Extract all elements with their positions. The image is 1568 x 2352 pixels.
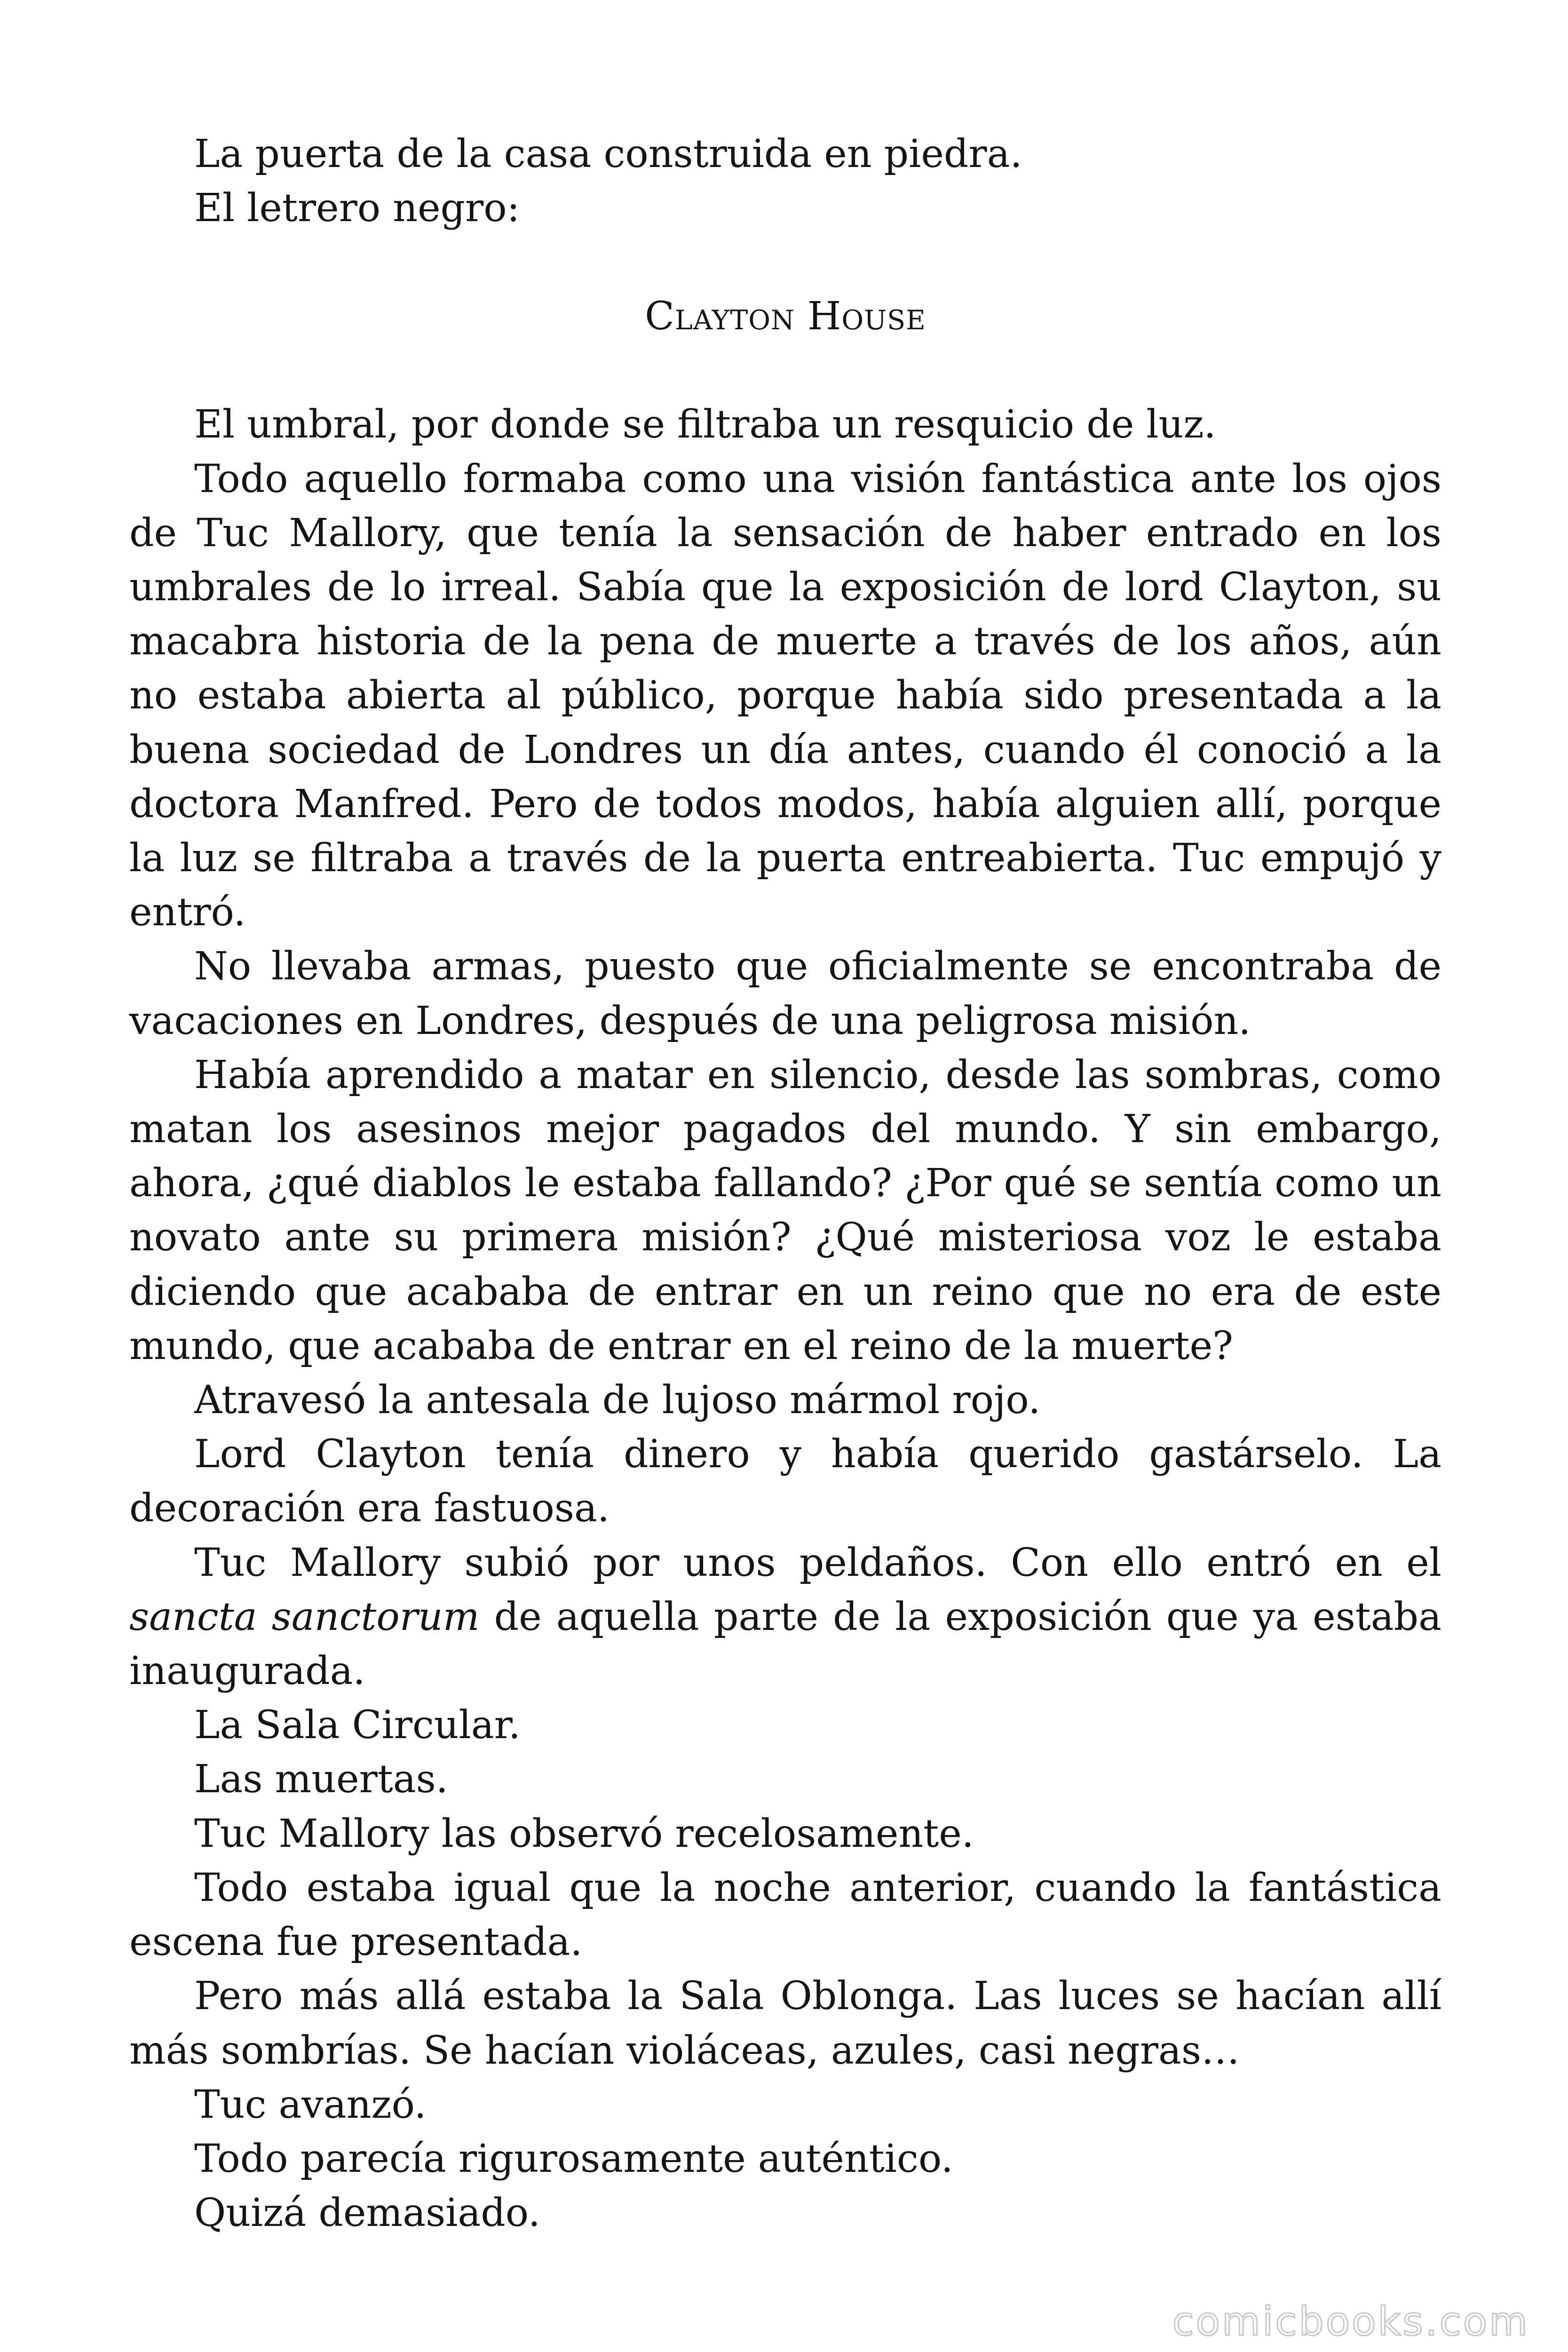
paragraph: Lord Clayton tenía dinero y había querido gastárselo. La decoración era fastuosa.	[129, 1432, 1441, 1531]
sign-heading: Clayton House	[645, 294, 926, 339]
paragraph: Atravesó la antesala de lujoso mármol rojo.	[194, 1378, 1041, 1423]
paragraph: Todo parecía rigurosamente auténtico.	[194, 2136, 953, 2181]
italic-phrase: sancta sanctorum	[129, 1594, 480, 1639]
watermark: comicbooks.com	[1172, 2298, 1529, 2344]
paragraph: Todo estaba igual que la noche anterior, cuando la fantástica escena fue presentada.	[129, 1865, 1441, 1965]
paragraph: La Sala Circular.	[194, 1703, 521, 1748]
paragraph-sancta	[129, 1536, 1441, 1699]
paragraph: Las muertas.	[194, 1757, 448, 1802]
paragraph: El umbral, por donde se filtraba un resquicio de luz.	[194, 402, 1216, 447]
paragraph-text: Tuc Mallory subió por unos peldaños. Con ello entró en el	[194, 1540, 1441, 1585]
paragraph-text: de aquella parte de la exposición que ya estaba inaugurada.	[129, 1594, 1441, 1694]
paragraph: Tuc Mallory las observó recelosamente.	[194, 1811, 974, 1856]
page-body	[129, 127, 1441, 2240]
paragraph: Quizá demasiado.	[194, 2191, 540, 2236]
paragraph: Tuc avanzó.	[194, 2082, 427, 2127]
paragraph: La puerta de la casa construida en piedra.	[194, 132, 1022, 176]
paragraph: No llevaba armas, puesto que oficialmente se encontraba de vacaciones en Londres, después de una peligrosa misión.	[129, 944, 1441, 1043]
paragraph: Había aprendido a matar en silencio, desde las sombras, como matan los asesinos mejor pagados del mundo. Y sin embargo, ahora, ¿qué diablos le estaba fallando? ¿Por qué se sentía como un novato ante su primera misión? ¿Qué misteriosa voz le estaba diciendo que acababa de entrar en un reino que no era de este mundo, que acababa de entrar en el reino de la muerte?	[129, 1052, 1441, 1368]
paragraph: Todo aquello formaba como una visión fantástica ante los ojos de Tuc Mallory, que tenía la sensación de haber entrado en los umbrales de lo irreal. Sabía que la exposición de lord Clayton, su macabra historia de la pena de muerte a través de los años, aún no estaba abierta al público, porque había sido presentada a la buena sociedad de Londres un día antes, cuando él conoció a la doctora Manfred. Pero de todos modos, había alguien allí, porque la luz se filtraba a través de la puerta entreabierta. Tuc empujó y entró.	[129, 456, 1441, 935]
paragraph: Pero más allá estaba la Sala Oblonga. Las luces se hacían allí más sombrías. Se hacían violáceas, azules, casi negras…	[129, 1974, 1441, 2073]
paragraph: El letrero negro:	[194, 186, 520, 231]
